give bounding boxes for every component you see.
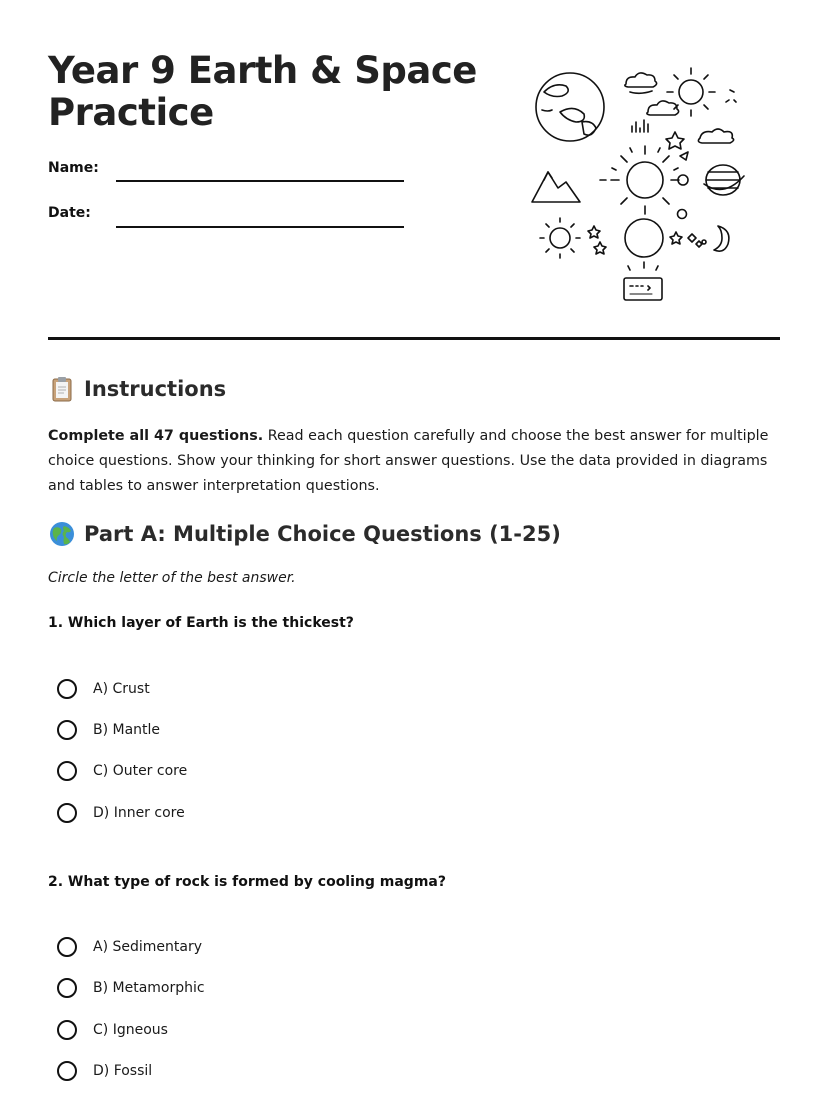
radio-button[interactable] [57,761,77,781]
title-line-1: Year 9 Earth & Space [48,49,477,92]
earth-space-illustration [520,62,770,312]
header-divider [48,337,780,340]
name-label: Name: [48,160,99,176]
question-1-option-a[interactable] [57,676,150,702]
question-2-option-d[interactable] [57,1058,152,1084]
option-label: B) Mantle [93,722,161,738]
question-2-option-b[interactable] [57,975,205,1001]
radio-button[interactable] [57,1020,77,1040]
question-1-option-d[interactable] [57,800,185,826]
radio-button[interactable] [57,803,77,823]
option-label: A) Sedimentary [93,939,202,955]
globe-icon [48,520,76,548]
instructions-lead: Complete all 47 questions. [48,428,264,444]
question-2: 2. What type of rock is formed by cooling magma? [48,874,446,890]
planet-icon [704,165,744,195]
question-2-option-c[interactable] [57,1017,168,1043]
date-field[interactable] [116,226,404,228]
date-label: Date: [48,205,91,221]
radio-button[interactable] [57,720,77,740]
earth-icon [536,73,604,141]
question-1-option-b[interactable] [57,717,160,743]
instructions-heading-text: Instructions [84,377,227,401]
instructions-body: Read each question carefully and choose the best answer for multiple choice questions. Show your thinking for short answer questions. Use the data provided in diagrams and tables to answer interpretation questions. [48,428,769,494]
option-label: C) Igneous [93,1022,168,1038]
instructions-paragraph [48,424,783,499]
option-label: D) Inner core [93,805,185,821]
name-field[interactable] [116,180,404,182]
instructions-heading [48,375,226,403]
clipboard-icon [48,375,76,403]
question-1: 1. Which layer of Earth is the thickest? [48,615,354,631]
title-line-2: Practice [48,91,214,134]
option-label: C) Outer core [93,763,188,779]
question-2-option-a[interactable] [57,934,202,960]
radio-button[interactable] [57,937,77,957]
option-label: B) Metamorphic [93,980,205,996]
page-title [48,50,488,134]
radio-button[interactable] [57,679,77,699]
option-label: D) Fossil [93,1063,153,1079]
option-label: A) Crust [93,681,150,697]
part-a-note: Circle the letter of the best answer. [48,570,296,586]
radio-button[interactable] [57,1061,77,1081]
sun-icon [611,146,679,214]
radio-button[interactable] [57,978,77,998]
part-a-heading [48,520,561,548]
part-a-heading-text: Part A: Multiple Choice Questions (1-25) [84,522,561,546]
question-1-option-c[interactable] [57,758,187,784]
